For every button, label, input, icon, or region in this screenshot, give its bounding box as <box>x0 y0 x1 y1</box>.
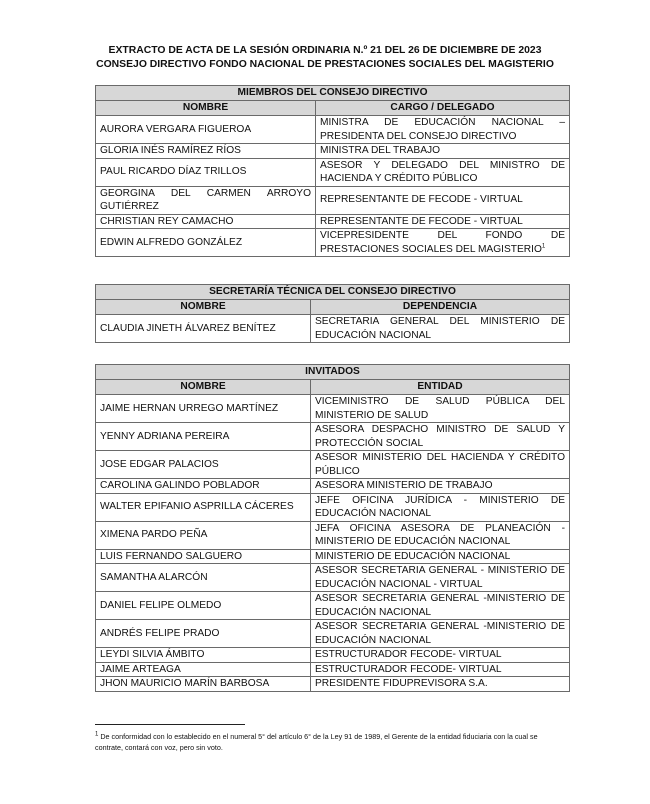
member-name: CHRISTIAN REY CAMACHO <box>96 214 316 229</box>
table-row <box>96 493 570 521</box>
title-line-1: EXTRACTO DE ACTA DE LA SESIÓN ORDINARIA N.º 21 DEL 26 DE DICIEMBRE DE 2023 <box>108 45 542 56</box>
table-row <box>96 521 570 549</box>
footnote-separator <box>95 724 245 725</box>
member-role: ASESOR Y DELEGADO DEL MINISTRO DE HACIENDA Y CRÉDITO PÚBLICO <box>316 158 570 186</box>
title-line-2: CONSEJO DIRECTIVO FONDO NACIONAL DE PRESTACIONES SOCIALES DEL MAGISTERIO <box>96 59 554 70</box>
guest-name: JAIME HERNAN URREGO MARTÍNEZ <box>96 395 311 423</box>
members-table <box>95 85 570 257</box>
secretariat-dependency: SECRETARIA GENERAL DEL MINISTERIO DE EDUCACIÓN NACIONAL <box>311 315 570 343</box>
guest-entity: VICEMINISTRO DE SALUD PÚBLICA DEL MINISTERIO DE SALUD <box>311 395 570 423</box>
table-row <box>96 423 570 451</box>
table-row <box>96 395 570 423</box>
footnote-reference[interactable]: 1 <box>541 243 546 250</box>
guest-entity: ASESORA DESPACHO MINISTRO DE SALUD Y PROTECCIÓN SOCIAL <box>311 423 570 451</box>
guest-name: JHON MAURICIO MARÍN BARBOSA <box>96 677 311 692</box>
guest-entity: MINISTERIO DE EDUCACIÓN NACIONAL <box>311 549 570 564</box>
guests-table <box>95 364 570 692</box>
table-row <box>96 186 570 214</box>
secretariat-name: CLAUDIA JINETH ÁLVAREZ BENÍTEZ <box>96 315 311 343</box>
guest-entity: PRESIDENTE FIDUPREVISORA S.A. <box>311 677 570 692</box>
secretariat-col-name: NOMBRE <box>96 300 311 315</box>
table-row <box>96 677 570 692</box>
member-role: REPRESENTANTE DE FECODE - VIRTUAL <box>316 186 570 214</box>
member-name: GEORGINA DEL CARMEN ARROYO GUTIÉRREZ <box>96 186 316 214</box>
table-row <box>96 620 570 648</box>
table-row <box>96 662 570 677</box>
guest-name: SAMANTHA ALARCÓN <box>96 564 311 592</box>
guest-entity: ASESOR MINISTERIO DEL HACIENDA Y CRÉDITO PÚBLICO <box>311 451 570 479</box>
member-role: MINISTRA DE EDUCACIÓN NACIONAL – PRESIDENTA DEL CONSEJO DIRECTIVO <box>316 116 570 144</box>
member-role <box>316 229 570 257</box>
guest-name: JOSE EDGAR PALACIOS <box>96 451 311 479</box>
guest-name: DANIEL FELIPE OLMEDO <box>96 592 311 620</box>
table-row <box>96 144 570 159</box>
members-table-title: MIEMBROS DEL CONSEJO DIRECTIVO <box>96 86 570 101</box>
member-name: EDWIN ALFREDO GONZÁLEZ <box>96 229 316 257</box>
footnote-text: De conformidad con lo establecido en el numeral 5° del artículo 6° de la Ley 91 de 1989, el Gerente de la entidad fiduciaria con la cual se contrate, contará con voz, pero sin voto. <box>95 732 538 752</box>
guest-entity: ASESOR SECRETARIA GENERAL - MINISTERIO DE EDUCACIÓN NACIONAL - VIRTUAL <box>311 564 570 592</box>
member-role: MINISTRA DEL TRABAJO <box>316 144 570 159</box>
table-row <box>96 315 570 343</box>
table-row <box>96 648 570 663</box>
member-role: REPRESENTANTE DE FECODE - VIRTUAL <box>316 214 570 229</box>
guest-entity: ASESOR SECRETARIA GENERAL -MINISTERIO DE EDUCACIÓN NACIONAL <box>311 620 570 648</box>
guests-col-name: NOMBRE <box>96 380 311 395</box>
guest-name: LEYDI SILVIA ÁMBITO <box>96 648 311 663</box>
guest-entity: JEFE OFICINA JURÍDICA - MINISTERIO DE EDUCACIÓN NACIONAL <box>311 493 570 521</box>
footnote <box>95 731 565 753</box>
secretariat-col-dependency: DEPENDENCIA <box>311 300 570 315</box>
members-col-role: CARGO / DELEGADO <box>316 101 570 116</box>
document-title <box>0 44 650 72</box>
footnote-mark: 1 <box>95 731 99 738</box>
table-row <box>96 479 570 494</box>
table-row <box>96 549 570 564</box>
member-name: AURORA VERGARA FIGUEROA <box>96 116 316 144</box>
table-row <box>96 116 570 144</box>
member-name: PAUL RICARDO DÍAZ TRILLOS <box>96 158 316 186</box>
guest-name: CAROLINA GALINDO POBLADOR <box>96 479 311 494</box>
guest-entity: ASESORA MINISTERIO DE TRABAJO <box>311 479 570 494</box>
table-row <box>96 451 570 479</box>
table-row <box>96 592 570 620</box>
table-row <box>96 214 570 229</box>
members-col-name: NOMBRE <box>96 101 316 116</box>
table-row <box>96 158 570 186</box>
member-name: GLORIA INÉS RAMÍREZ RÍOS <box>96 144 316 159</box>
guest-name: LUIS FERNANDO SALGUERO <box>96 549 311 564</box>
guests-col-entity: ENTIDAD <box>311 380 570 395</box>
guest-entity: ESTRUCTURADOR FECODE- VIRTUAL <box>311 648 570 663</box>
guest-entity: JEFA OFICINA ASESORA DE PLANEACIÓN - MINISTERIO DE EDUCACIÓN NACIONAL <box>311 521 570 549</box>
secretariat-table-title: SECRETARÍA TÉCNICA DEL CONSEJO DIRECTIVO <box>96 285 570 300</box>
guest-entity: ESTRUCTURADOR FECODE- VIRTUAL <box>311 662 570 677</box>
secretariat-table <box>95 284 570 343</box>
table-row <box>96 564 570 592</box>
guest-entity: ASESOR SECRETARIA GENERAL -MINISTERIO DE EDUCACIÓN NACIONAL <box>311 592 570 620</box>
guest-name: YENNY ADRIANA PEREIRA <box>96 423 311 451</box>
guests-table-title: INVITADOS <box>96 365 570 380</box>
guest-name: XIMENA PARDO PEÑA <box>96 521 311 549</box>
guest-name: JAIME ARTEAGA <box>96 662 311 677</box>
table-row <box>96 229 570 257</box>
member-role-text: VICEPRESIDENTE DEL FONDO DE PRESTACIONES SOCIALES DEL MAGISTERIO <box>320 230 566 255</box>
guest-name: WALTER EPIFANIO ASPRILLA CÁCERES <box>96 493 311 521</box>
guest-name: ANDRÉS FELIPE PRADO <box>96 620 311 648</box>
